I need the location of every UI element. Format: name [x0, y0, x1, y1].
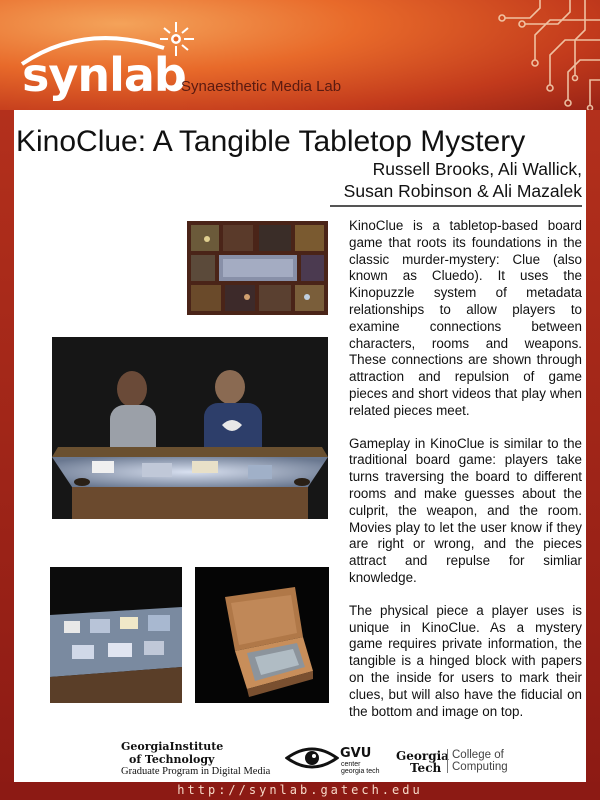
authors-line-1: Russell Brooks, Ali Wallick,	[372, 159, 582, 179]
authors-line-2: Susan Robinson & Ali Mazalek	[343, 181, 582, 201]
gvu-label: GVU	[340, 746, 372, 761]
gt-line-1: GeorgiaInstitute	[121, 740, 224, 753]
right-border	[586, 110, 600, 800]
tangible-box-photo	[195, 567, 329, 703]
gt-line-2: of Technology	[129, 753, 215, 766]
georgia-tech-dm-logo	[121, 740, 270, 777]
game-board-image	[187, 221, 328, 315]
poster-title: KinoClue: A Tangible Tabletop Mystery	[16, 125, 526, 158]
georgia-tech-logo	[396, 750, 449, 774]
left-border	[0, 110, 14, 800]
lab-url-link[interactable]: http://synlab.gatech.edu	[177, 783, 423, 797]
body-text	[349, 218, 582, 736]
gt2-line-2: Tech	[410, 761, 442, 775]
paragraph-tangible: The physical piece a player uses is unique in KinoClue. As a mystery game requires private information, the tangible is a hinged block with papers on the inside for users to mark their clues, but will also have the fiducial on the bottom and image on top.	[349, 602, 582, 719]
gvu-center-text: center	[341, 761, 361, 768]
coc-line-1: College of	[452, 749, 504, 761]
eye-icon	[285, 744, 339, 772]
coc-line-2: Computing	[452, 761, 508, 773]
gt-program: Graduate Program in Digital Media	[121, 766, 271, 777]
gt2-line-1: Georgia	[396, 749, 449, 763]
authors	[344, 158, 582, 202]
circuit-decoration-icon	[430, 0, 600, 110]
title-rule	[330, 205, 582, 207]
lab-name: Synaesthetic Media Lab	[181, 78, 342, 95]
college-of-computing-logo	[447, 749, 508, 773]
table-closeup-photo	[50, 567, 182, 703]
synlab-logo: synlab	[22, 48, 186, 102]
gvu-center	[341, 761, 380, 775]
gvu-sub-text: georgia tech	[341, 768, 380, 775]
players-photo	[52, 337, 328, 519]
paragraph-gameplay: Gameplay in KinoClue is similar to the traditional board game: players take turns traversing the board to different rooms and make guesses about the culprit, the weapon, and the room. Movies play to let the user know if they are right or wrong, and the pieces attract and repulse for simliar knowledge.	[349, 435, 582, 585]
paragraph-intro: KinoClue is a tabletop-based board game that roots its foundations in the classic murder-mystery: Clue (also known as Cluedo). It uses the Kinopuzzle system of metadata relationships to allow players to examine connections between characters, rooms and weapons. These connections are shown through attraction and repulsion of game pieces and short videos that play when related pieces meet.	[349, 218, 582, 418]
